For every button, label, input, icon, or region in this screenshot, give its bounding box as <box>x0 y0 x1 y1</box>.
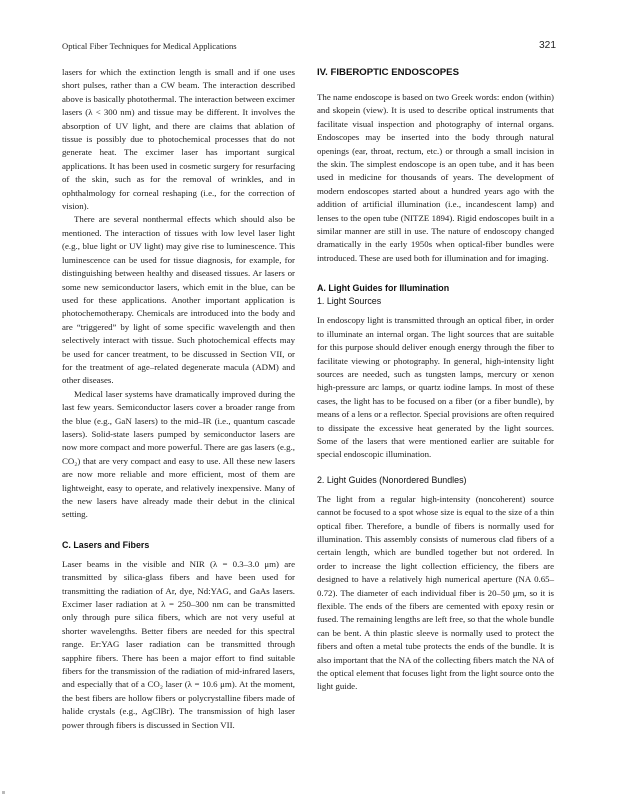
section-heading-lasers-and-fibers: C. Lasers and Fibers <box>62 539 150 550</box>
body-paragraph: lasers for which the extinction length is small and if one uses short pulses, rather than a CW beam. The interaction described above is basically photothermal. The interaction between excimer lasers (λ < 300 nm) and tissue may be different. It involves the absorption of UV light, and there are claims that ablation of tissue is possibly due to photochemical processes that do not generate heat. The excimer laser has important surgical applications. It has been used in cosmetic surgery for resurfacing of the skin, such as for the removal of wrinkles, and in ophthalmology for corneal reshaping (i.e., for the correction of vision). <box>62 67 295 212</box>
body-paragraph: Medical laser systems have dramatically improved during the last few years. Semiconductor lasers cover a broader range from the blue (e.g., GaN lasers) to the mid–IR (i.e., quantum cascade lasers). Solid-state lasers pumped by semiconductor lasers are now more compact and more powerful. There are gas lasers (e.g., CO₂) that are very compact and easy to use. All these new lasers are now more reliable and more efficient, most of them are lightweight, easy to operate, and relatively inexpensive. Many of the new lasers have already made their debut in the clinical setting. <box>62 388 295 520</box>
running-head <box>62 41 556 53</box>
scan-edge-mark <box>2 791 5 794</box>
spacer <box>317 265 554 282</box>
body-paragraph: In endoscopy light is transmitted through an optical fiber, in order to illuminate an internal organ. The light sources that are suitable for this purpose should deliver enough energy through the fiber to facilitate viewing or photography. In general, high-intensity light sources are needed, such as tungsten lamps, mercury or xenon high-pressure arc lamps, or quartz iodine lamps. In most of these cases, the light has to be focused on a fiber (or a fiber bundle), by means of a lens or a reflector. Special provisions are often required to dissipate the excessive heat generated by the light sources. Some of the lasers that were mentioned earlier are suitable for special endoscopic illumination. <box>317 315 554 460</box>
subsection-heading-light-sources: 1. Light Sources <box>317 296 382 307</box>
subsection-heading-nonordered-bundles: 2. Light Guides (Nonordered Bundles) <box>317 474 467 485</box>
left-column <box>62 66 295 732</box>
right-column <box>317 66 554 694</box>
running-head-title: Optical Fiber Techniques for Medical Applications <box>62 41 237 51</box>
body-paragraph: The light from a regular high-intensity (noncoherent) source cannot be focused to a spot whose size is equal to the size of a thin optical fiber. Therefore, a bundle of fibers is normally used for illumination. This assembly consists of numerous clad fibers of a certain length, which are bundled together but not ordered. In order to increase the light collection efficiency, the fibers are designed to have a relatively high numerical aperture (NA 0.65–0.72). The diameter of each individual fiber is 20–50 μm, so it is flexible. The ends of the fibers are cemented with epoxy resin or fused. The remaining lengths are left free, so that the whole bundle can be bent. A thin plastic sleeve is normally used to protect the fibers and often a metal tube protects the ends of the bundle. It is also important that the NA of the collecting fibers match the NA of the optical element that focuses light from the light source onto the light guide. <box>317 493 554 692</box>
body-paragraph: There are several nonthermal effects which should also be mentioned. The interaction of tissues with low level laser light (e.g., blue light or UV light) may give rise to luminescence. This luminescence can be used for tissue diagnosis, for example, for distinguishing between healthy and diseased tissues. Ar lasers or some new semiconductor lasers, which emit in the blue, can be used for these applications. Another important application is photochemotherapy. Chemicals are introduced into the body and are “triggered” by light of some specific wavelength and then selectively interact with tissue. Such photochemical effects may be used for cancer treatment, to be discussed in Section VII, or for the treatment of age–related degenerate macula (ADM) and other diseases. <box>62 214 295 386</box>
page-number: 321 <box>539 40 556 51</box>
spacer <box>317 79 554 91</box>
section-heading-light-guides: A. Light Guides for Illumination <box>317 283 450 294</box>
spacer <box>317 462 554 474</box>
body-paragraph: The name endoscope is based on two Greek words: endon (within) and skopein (view). It is used to describe optical instruments that facilitate visual inspection and photography of internal organs. Endoscopes may be inserted into the body through natural openings (ear, throat, rectum, etc.) or through a small incision in the skin. The simplest endoscope is an open tube, and it has been used in medicine for thousands of years. The development of modern endoscopes started about a hundred years ago with the addition of artificial illumination (i.e., incandescent lamp) and lenses to the open tube (NITZE 1894). Rigid endoscopes built in a similar manner are still in use. The nature of endoscopy changed dramatically in the early 1950s when optical-fiber bundles were introduced. These are used both for illumination and for imaging. <box>317 92 554 263</box>
spacer <box>62 522 295 539</box>
section-heading-fiberoptic-endoscopes: IV. FIBEROPTIC ENDOSCOPES <box>317 67 459 78</box>
body-paragraph: Laser beams in the visible and NIR (λ = 0.3–3.0 μm) are transmitted by silica-glass fibers and have been used for transmitting the radiation of Ar, dye, Nd:YAG, and GaAs lasers. Excimer laser radiation at λ = 250–300 nm can be transmitted only through pure silica fibers, which are not very useful at shorter wavelengths. Better fibers are needed for this spectral range. Er:YAG laser radiation can be transmitted through sapphire fibers. There has been a major effort to find suitable fibers for the transmission of the radiation of mid-infrared lasers, and especially that of a CO₂ laser (λ = 10.6 μm). At the moment, the best fibers are hollow fibers or polycrystalline fibers made of halide crystals (e.g., AgClBr). The transmission of high laser power through fibers is discussed in Section VII. <box>62 558 295 730</box>
